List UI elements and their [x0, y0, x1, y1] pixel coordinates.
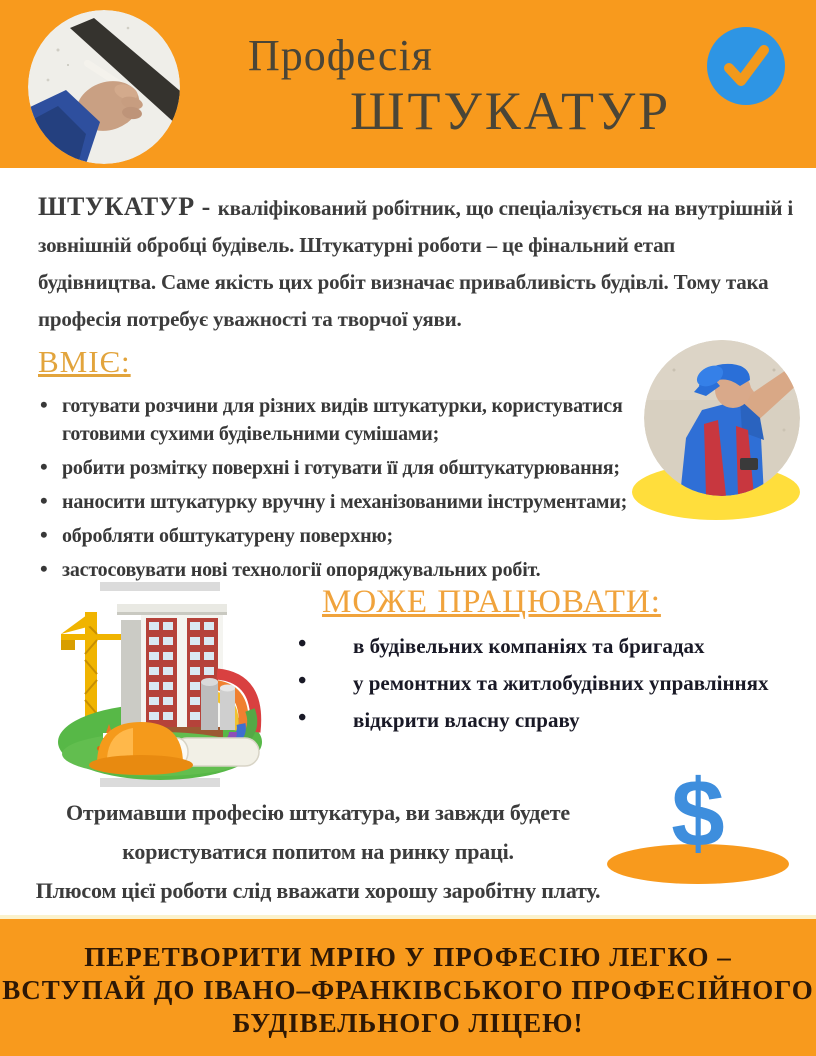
plastering-hands-image	[28, 10, 180, 164]
skills-heading: ВМІЄ:	[38, 344, 131, 379]
benefit-line: користуватися попитом на ринку праці.	[122, 839, 514, 864]
checkmark-icon	[706, 26, 786, 106]
skills-list-item: • робити розмітку поверхні і готувати її для обштукатурювання;	[38, 454, 638, 482]
plasterer-worker-image	[644, 340, 800, 496]
employment-list-item: • у ремонтних та житлобудівних управліннях	[298, 669, 798, 697]
employment-heading: МОЖЕ ПРАЦЮВАТИ:	[322, 584, 661, 620]
skills-list-item: • застосовувати нові технології опоряджувальних робіт.	[38, 556, 638, 584]
plastering-hands-photo	[28, 10, 180, 164]
benefit-line: Отримавши професію штукатура, ви завжди будете	[66, 800, 570, 825]
poster-title-line2: ШТУКАТУР	[350, 81, 672, 141]
skills-list-item: • обробляти обштукатурену поверхню;	[38, 522, 638, 550]
skills-list	[38, 392, 638, 590]
employment-list-item: • відкрити власну справу	[298, 706, 798, 734]
skills-list-item: • наносити штукатурку вручну і механізованими інструментами;	[38, 488, 638, 516]
plasterer-worker-photo	[644, 340, 800, 496]
rollers	[201, 678, 235, 730]
benefit-line: Плюсом цієї роботи слід вважати хорошу заробітну плату.	[35, 878, 601, 903]
footer-line: БУДІВЕЛЬНОГО ЛІЦЕЮ!	[232, 1008, 584, 1038]
employment-list	[298, 632, 798, 743]
intro-lead: ШТУКАТУР -	[38, 192, 218, 221]
intro-paragraph	[38, 188, 794, 338]
dollar-icon: $	[671, 760, 725, 867]
skills-list-item: • готувати розчини для різних видів штукатурки, користуватися готовими сухими будівельними сумішами;	[38, 392, 638, 448]
footer-line: ВСТУПАЙ ДО ІВАНО–ФРАНКІВСЬКОГО ПРОФЕСІЙНОГО	[2, 975, 814, 1005]
footer-band	[0, 915, 816, 1056]
header-band	[0, 0, 816, 168]
employment-list-item: • в будівельних компаніях та бригадах	[298, 632, 798, 660]
construction-site-illustration	[45, 582, 275, 787]
footer-line: ПЕРЕТВОРИТИ МРІЮ У ПРОФЕСІЮ ЛЕГКО –	[84, 942, 732, 972]
benefit-paragraph	[12, 793, 624, 910]
intro-text: кваліфікований робітник, що спеціалізується на внутрішній і зовнішній обробці будівель. Штукатурні роботи – це фінальний етап будівництва. Саме якість цих робіт визначає привабливість будівлі. Тому така професія потребує уважності та творчої уяви.	[38, 196, 794, 331]
poster-title-line1: Професія	[248, 31, 433, 80]
